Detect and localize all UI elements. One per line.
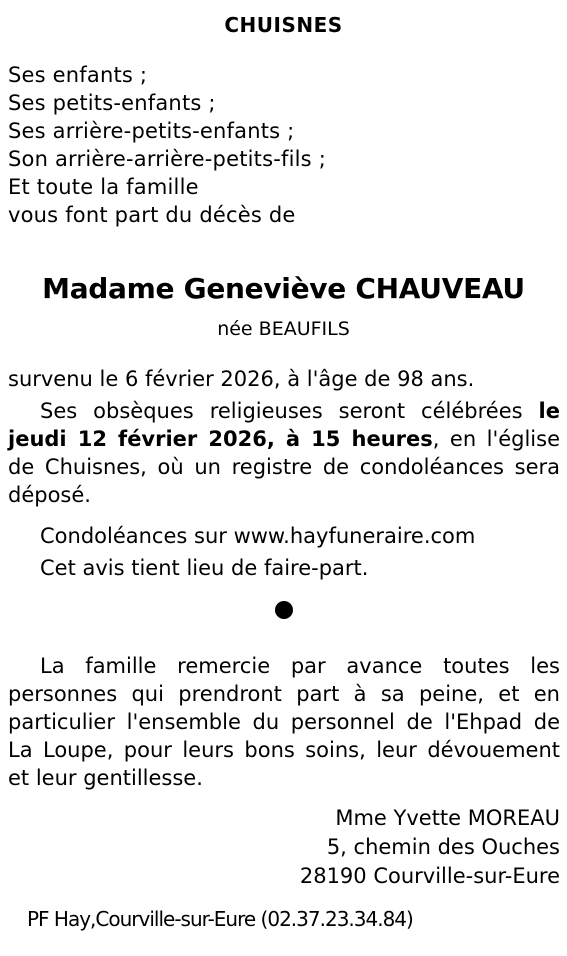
intro-line: Son arrière-arrière-petits-fils ;: [8, 147, 326, 171]
funeral-text-after: , en l'église de Chuisnes, où un registre de condoléances sera déposé.: [8, 427, 560, 507]
signature-line: 5, chemin des Ouches: [326, 835, 560, 859]
funeral-home-line: PF Hay,Courville-sur-Eure (02.37.23.34.84): [27, 907, 413, 931]
signature-line: 28190 Courville-sur-Eure: [299, 864, 560, 888]
thanks-paragraph: La famille remercie par avance toutes les personnes qui prendront part à sa peine, et en particulier l'ensemble du personnel de l'Ehpad de La Loupe, pour leurs bons soins, leur dévouement et leur gentillesse.: [8, 654, 560, 790]
signature-line: Mme Yvette MOREAU: [335, 806, 560, 830]
intro-line: Ses enfants ;: [8, 63, 148, 87]
death-statement: survenu le 6 février 2026, à l'âge de 98 ans.: [8, 367, 475, 391]
tient-lieu-line: Cet avis tient lieu de faire-part.: [40, 556, 369, 580]
intro-line: Et toute la famille: [8, 175, 199, 199]
intro-line: vous font part du décès de: [8, 203, 296, 227]
funeral-text-before: Ses obsèques religieuses seront célébrées: [40, 399, 539, 423]
signature-block: [300, 804, 560, 891]
deceased-name: Madame Geneviève CHAUVEAU: [42, 272, 525, 305]
separator-bullet: [275, 601, 293, 619]
town-heading: CHUISNES: [224, 13, 343, 37]
intro-line: Ses arrière-petits-enfants ;: [8, 119, 295, 143]
condolences-line: Condoléances sur www.hayfuneraire.com: [40, 524, 476, 548]
maiden-name: née BEAUFILS: [217, 318, 350, 340]
family-intro: [8, 61, 326, 229]
funeral-date-time: le jeudi 12 février 2026, à 15 heures: [8, 399, 560, 451]
intro-line: Ses petits-enfants ;: [8, 91, 216, 115]
funeral-paragraph: [8, 397, 560, 509]
